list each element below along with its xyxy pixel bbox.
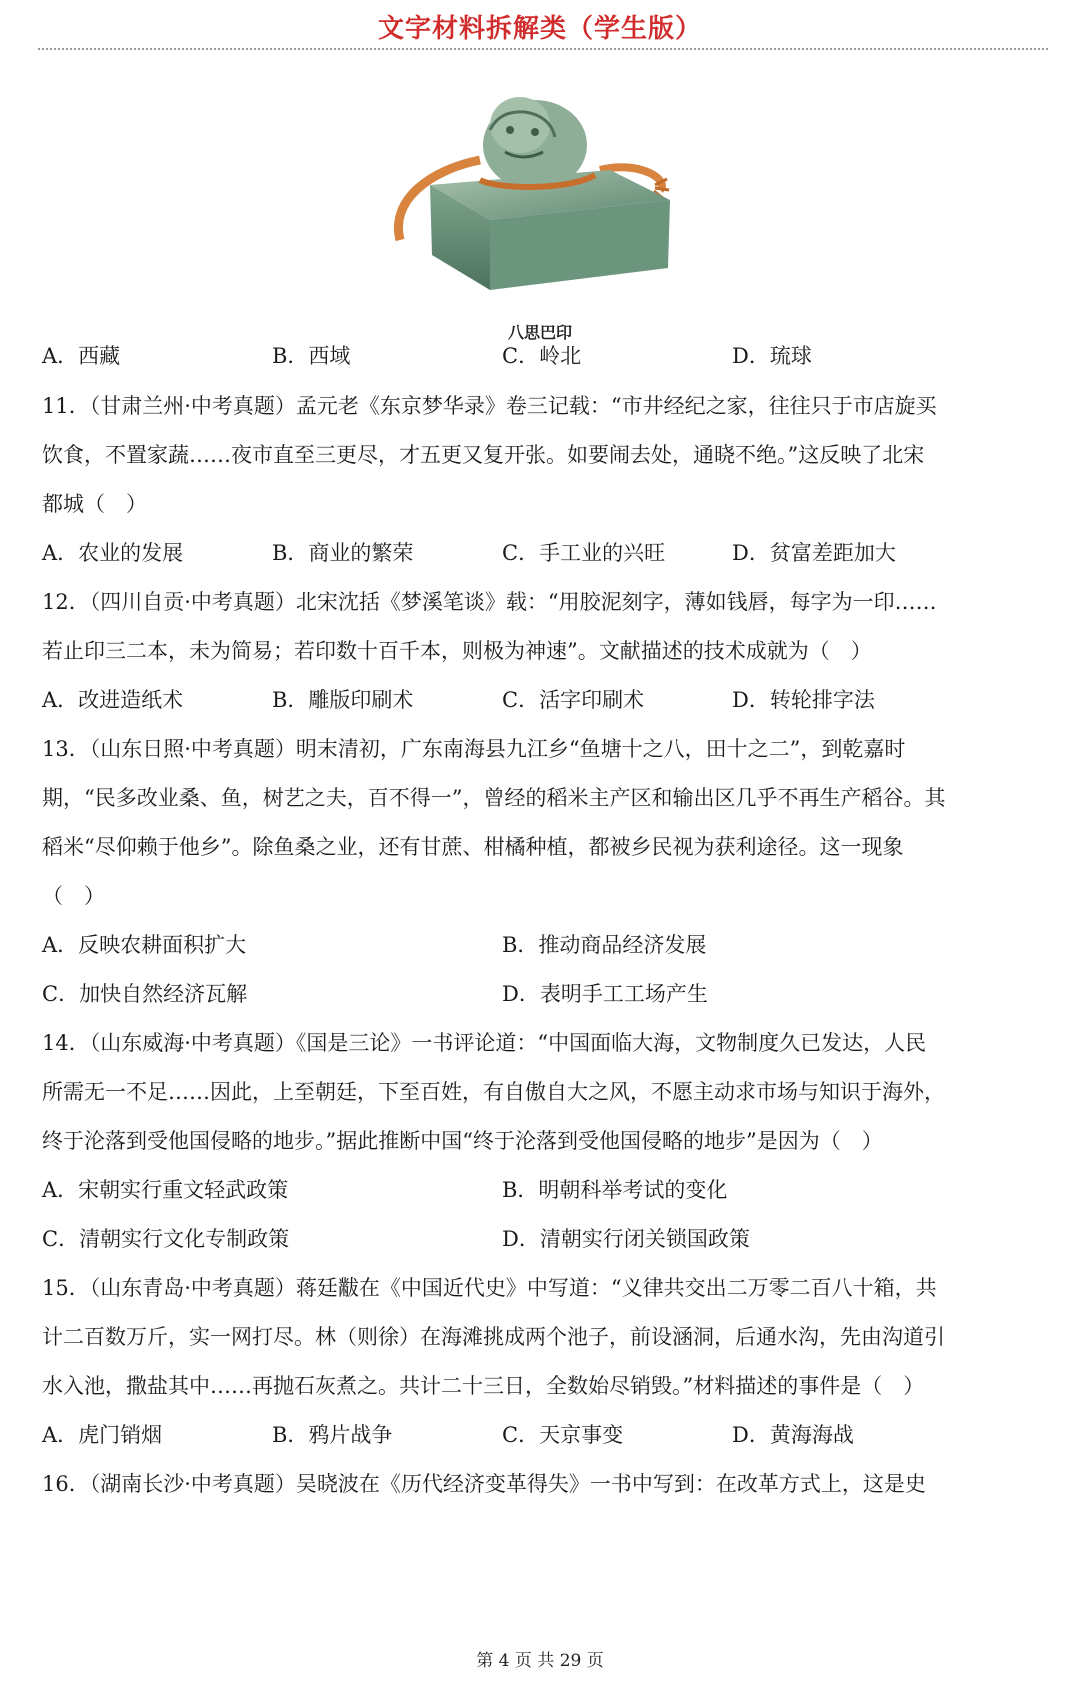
q15-option-b: B．鸦片战争 [272, 1423, 393, 1447]
q13-stem-line-4: （ ） [42, 884, 105, 908]
q12-option-c: C．活字印刷术 [502, 688, 645, 712]
q15-stem-line-2: 计二百数万斤，实一网打尽。林（则徐）在海滩挑成两个池子，前设涵洞，后通水沟，先由沟道引 [42, 1325, 945, 1349]
q12-option-b: B．雕版印刷术 [272, 688, 414, 712]
page-title: 文字材料拆解类（学生版） [377, 14, 702, 44]
q12-option-a: A．改进造纸术 [42, 688, 184, 712]
q12-stem-line-2: 若止印三二本，未为简易；若印数十百千本，则极为神速”。文献描述的技术成就为（ ） [42, 639, 872, 663]
q12-stem-line-1: 12．（四川自贡·中考真题）北宋沈括《梦溪笔谈》载：“用胶泥刻字，薄如钱唇，每字为一印…… [42, 590, 937, 614]
header-divider [38, 48, 1048, 50]
q11-stem-line-2: 饮食，不置家蔬……夜市直至三更尽，才五更又复开张。如要闹去处，通晓不绝。”这反映了北宋 [42, 443, 925, 467]
q13-stem-line-2: 期，“民多改业桑、鱼，树艺之夫，百不得一”，曾经的稻米主产区和输出区几乎不再生产稻谷。其 [42, 786, 946, 810]
q14-option-d: D．清朝实行闭关锁国政策 [502, 1227, 750, 1251]
q10-option-a: A．西藏 [42, 344, 121, 368]
q13-option-d: D．表明手工工场产生 [502, 982, 708, 1006]
q15-option-d: D．黄海海战 [732, 1423, 854, 1447]
q14-stem-line-1: 14．（山东威海·中考真题）《国是三论》一书评论道：“中国面临大海，文物制度久已发达，人民 [42, 1031, 927, 1055]
q15-option-a: A．虎门销烟 [42, 1423, 163, 1447]
q14-option-c: C．清朝实行文化专制政策 [42, 1227, 290, 1251]
q15-option-c: C．天京事变 [502, 1423, 624, 1447]
q11-option-a: A．农业的发展 [42, 541, 184, 565]
q11-stem-line-1: 11．（甘肃兰州·中考真题）孟元老《东京梦华录》卷三记载：“市井经纪之家，往往只于市店旋买 [42, 394, 937, 418]
q10-option-c: C．岭北 [502, 344, 582, 368]
q11-option-c: C．手工业的兴旺 [502, 541, 666, 565]
q11-stem-line-3: 都城（ ） [42, 492, 147, 516]
q10-option-d: D．琉球 [732, 344, 812, 368]
q14-stem-line-2: 所需无一不足……因此，上至朝廷，下至百姓，有自傲自大之风，不愿主动求市场与知识于海外， [42, 1080, 945, 1104]
q11-option-d: D．贫富差距加大 [732, 541, 896, 565]
q13-stem-line-1: 13．（山东日照·中考真题）明末清初，广东南海县九江乡“鱼塘十之八，田十之二”，到乾嘉时 [42, 737, 906, 761]
q10-option-b: B．西域 [272, 344, 351, 368]
seal-image [370, 90, 710, 300]
figure-caption: 八思巴印 [507, 323, 572, 342]
q14-option-b: B．明朝科举考试的变化 [502, 1178, 728, 1202]
q13-option-a: A．反映农耕面积扩大 [42, 933, 247, 957]
page-number: 第 4 页 共 29 页 [476, 1651, 604, 1671]
q15-stem-line-3: 水入池，撒盐其中……再抛石灰煮之。共计二十三日，全数始尽销毁。”材料描述的事件是（ ） [42, 1374, 925, 1398]
q15-stem-line-1: 15．（山东青岛·中考真题）蒋廷黻在《中国近代史》中写道：“义律共交出二万零二百八十箱，共 [42, 1276, 937, 1300]
q11-option-b: B．商业的繁荣 [272, 541, 414, 565]
q12-option-d: D．转轮排字法 [732, 688, 875, 712]
q14-stem-line-3: 终于沦落到受他国侵略的地步。”据此推断中国“终于沦落到受他国侵略的地步”是因为（ ） [42, 1129, 883, 1153]
q13-option-c: C．加快自然经济瓦解 [42, 982, 248, 1006]
q16-stem-line-1: 16．（湖南长沙·中考真题）吴晓波在《历代经济变革得失》一书中写到：在改革方式上，这是史 [42, 1472, 926, 1496]
q13-option-b: B．推动商品经济发展 [502, 933, 707, 957]
q14-option-a: A．宋朝实行重文轻武政策 [42, 1178, 289, 1202]
q13-stem-line-3: 稻米“尽仰赖于他乡”。除鱼桑之业，还有甘蔗、柑橘种植，都被乡民视为获利途径。这一现象 [42, 835, 904, 859]
